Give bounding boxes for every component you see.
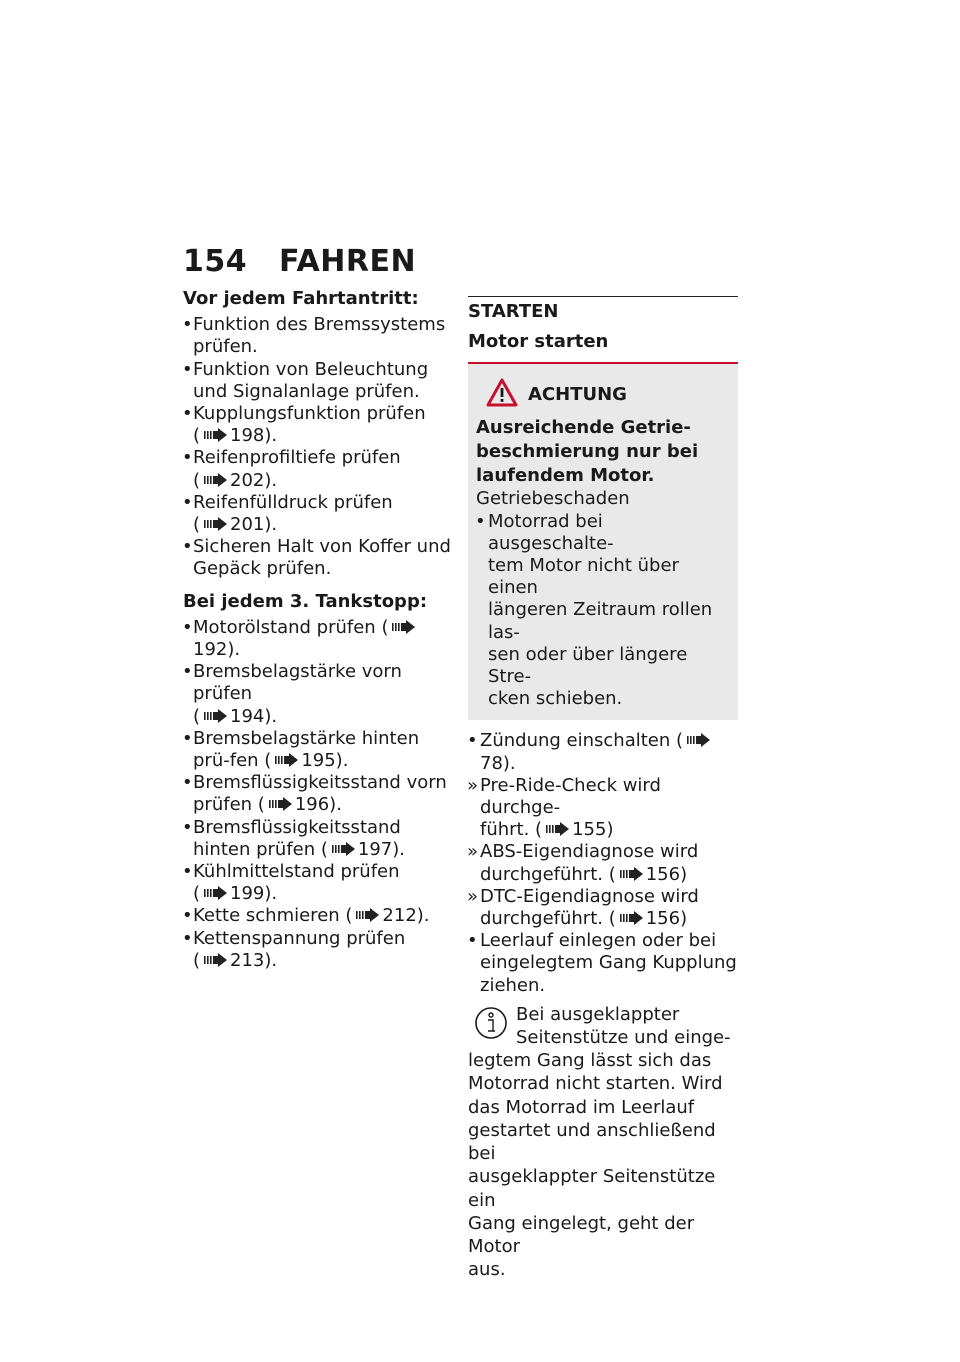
page-ref[interactable]: 201: [230, 514, 265, 536]
step-text: Leerlauf einlegen oder bei: [480, 930, 717, 952]
measure-line: tem Motor nicht über einen: [488, 555, 679, 599]
page-reference-arrow-icon: [391, 620, 416, 634]
warning-consequence: Getriebeschaden: [476, 488, 630, 510]
every-third-stop-heading: Bei jedem 3. Tankstopp:: [183, 590, 428, 612]
list-item: • Motorrad bei ausgeschalte- tem Motor nicht über einen längeren Zeitraum rollen las- sen oder über längere Stre- cken schieben.: [476, 511, 728, 711]
page-ref[interactable]: 197: [357, 838, 393, 860]
page-reference-arrow-icon: [619, 911, 644, 925]
page-ref[interactable]: 212: [382, 905, 417, 927]
warning-title-line: beschmierung nur bei: [476, 441, 699, 463]
info-line: aus.: [468, 1259, 506, 1281]
step-item: • Zündung einschalten (78).: [468, 730, 738, 774]
info-text: [468, 1003, 738, 1281]
item-text: Funktion des Bremssystems prüfen.: [193, 314, 446, 358]
measure-line: längeren Zeitraum rollen las-: [488, 599, 713, 643]
list-item: • Bremsbelagstärke hinten prü-fen ( 195).: [182, 727, 420, 772]
list-item: • Motorölstand prüfen (192).: [183, 617, 458, 661]
info-line: Motorrad nicht starten. Wird: [468, 1073, 723, 1095]
sub-title: Motor starten: [468, 331, 609, 353]
item-text: Reifenfülldruck prüfen: [193, 491, 393, 513]
list-item: • Bremsflüssigkeitsstand hinten prüfen ( 197).: [182, 816, 405, 860]
section-title: STARTEN: [468, 301, 559, 322]
step-result: » Pre-Ride-Check wird durchge- führt. ( 155): [468, 775, 738, 842]
warning-title: [476, 416, 728, 488]
list-item: • Bremsbelagstärke vorn prüfen ( 194).: [182, 661, 402, 727]
step-text: DTC-Eigendiagnose wird: [480, 885, 699, 907]
step-text: Pre-Ride-Check wird durchge-: [480, 774, 661, 819]
page-ref[interactable]: 194: [230, 705, 265, 727]
warning-header: [486, 378, 728, 408]
measure-line: cken schieben.: [488, 688, 623, 710]
page-ref[interactable]: 196: [294, 794, 330, 816]
item-text: Reifenprofiltiefe prüfen: [193, 447, 401, 469]
step-text: Zündung einschalten (: [480, 730, 684, 752]
step-text: durchgeführt. (: [480, 863, 616, 885]
page-ref[interactable]: 78: [480, 752, 503, 774]
list-item: • Kühlmittelstand prüfen ( 199).: [182, 861, 400, 905]
page-ref[interactable]: 156: [645, 908, 681, 930]
page-ref[interactable]: 213: [230, 949, 265, 971]
page-ref[interactable]: 192: [193, 639, 228, 661]
item-text: Funktion von Beleuchtung und Signalanlage prüfen.: [193, 358, 429, 402]
page-reference-arrow-icon: [203, 428, 228, 442]
item-text: Kette schmieren: [193, 905, 340, 927]
page-ref[interactable]: 199: [230, 883, 265, 905]
item-text: Bremsflüssigkeitsstand vorn prüfen: [193, 772, 447, 816]
page-ref[interactable]: 156: [645, 863, 681, 885]
warning-title-line: Ausreichende Getrie-: [476, 417, 691, 439]
page-reference-arrow-icon: [619, 867, 644, 881]
list-item: • Kette schmieren ( 212).: [182, 905, 430, 927]
info-line: Gang eingelegt, geht der Motor: [468, 1212, 695, 1257]
item-text: Bremsbelagstärke vorn prüfen: [193, 661, 402, 705]
page-reference-arrow-icon: [268, 797, 293, 811]
page-ref[interactable]: 198: [230, 425, 265, 447]
step-text: durchgeführt. (: [480, 908, 616, 930]
page-ref[interactable]: 195: [301, 750, 336, 772]
step-result: » DTC-Eigendiagnose wird durchgeführt. ( 156): [468, 886, 738, 930]
item-text: Kupplungsfunktion prüfen: [193, 403, 426, 425]
warning-measures: [476, 511, 728, 711]
page-reference-arrow-icon: [686, 733, 711, 747]
info-line: Bei ausgeklappter: [516, 1003, 680, 1025]
start-steps: [468, 730, 738, 996]
chapter-title: FAHREN: [279, 244, 417, 279]
step-text: eingelegtem Gang Kupplung: [480, 952, 737, 974]
step-text: ziehen.: [480, 974, 546, 996]
before-each-ride-list: [183, 314, 458, 580]
before-each-ride-heading: Vor jedem Fahrtantritt:: [183, 288, 419, 309]
item-text: Kühlmittelstand prüfen: [193, 861, 400, 883]
list-item: • Reifenprofiltiefe prüfen ( 202).: [182, 447, 401, 491]
item-text: Bremsflüssigkeitsstand hinten prüfen: [193, 816, 401, 860]
step-text: ): [680, 908, 688, 930]
warning-triangle-icon: [486, 378, 518, 408]
page-reference-arrow-icon: [274, 753, 299, 767]
list-item: • Reifenfülldruck prüfen ( 201).: [182, 491, 393, 536]
left-column: [183, 288, 458, 972]
list-item: • Kettenspannung prüfen ( 213).: [182, 927, 406, 971]
step-result: » ABS-Eigendiagnose wird durchgeführt. ( 156): [468, 841, 738, 885]
page-reference-arrow-icon: [203, 886, 228, 900]
info-note: [468, 1003, 738, 1281]
page-header: [183, 244, 416, 279]
page-number: 154: [183, 244, 248, 279]
step-text: ABS-Eigendiagnose wird: [480, 841, 699, 863]
info-line: gestartet und anschließend bei: [468, 1119, 716, 1165]
list-item: • Funktion von Beleuchtung und Signalanlage prüfen.: [182, 358, 429, 402]
section-divider: [468, 296, 738, 297]
step-text: ).: [502, 752, 516, 774]
step-item: • Leerlauf einlegen oder bei eingelegtem Gang Kupplung ziehen.: [467, 930, 737, 996]
info-line: das Motorrad im Leerlauf: [468, 1096, 695, 1118]
step-text: führt. (: [480, 819, 543, 841]
step-text: ): [680, 863, 688, 885]
warning-title-line: laufendem Motor.: [476, 465, 655, 487]
list-item: • Bremsflüssigkeitsstand vorn prüfen ( 196).: [182, 772, 447, 816]
page-ref[interactable]: 202: [230, 469, 265, 491]
warning-label: ACHTUNG: [528, 384, 627, 406]
list-item: • Sicheren Halt von Koffer und Gepäck prüfen.: [182, 536, 451, 580]
page-reference-arrow-icon: [331, 842, 356, 856]
page-reference-arrow-icon: [203, 709, 228, 723]
list-item: • Kupplungsfunktion prüfen ( 198).: [182, 403, 426, 447]
page-reference-arrow-icon: [203, 953, 228, 967]
page-ref[interactable]: 155: [572, 819, 607, 841]
measure-line: sen oder über längere Stre-: [488, 643, 688, 688]
step-text: ): [606, 819, 614, 841]
right-column: [468, 296, 738, 1281]
item-text: Bremsbelagstärke hinten prü-fen: [193, 727, 420, 772]
info-line: Seitenstütze und einge-: [516, 1027, 731, 1049]
list-item: • Funktion des Bremssystems prüfen.: [182, 314, 446, 358]
info-icon: [474, 1003, 508, 1043]
info-line: legtem Gang lässt sich das: [468, 1050, 712, 1072]
every-third-stop-list: [183, 617, 458, 972]
info-line: ausgeklappter Seitenstütze ein: [468, 1166, 716, 1211]
page-reference-arrow-icon: [355, 908, 380, 922]
page-reference-arrow-icon: [203, 473, 228, 487]
page-reference-arrow-icon: [203, 517, 228, 531]
warning-box: [468, 364, 738, 720]
measure-line: Motorrad bei ausgeschalte-: [488, 510, 614, 554]
item-text: Motorölstand prüfen: [193, 616, 376, 638]
page-reference-arrow-icon: [545, 822, 570, 836]
item-text: Sicheren Halt von Koffer und Gepäck prüfen.: [193, 536, 451, 580]
item-text: Kettenspannung prüfen: [193, 927, 406, 949]
